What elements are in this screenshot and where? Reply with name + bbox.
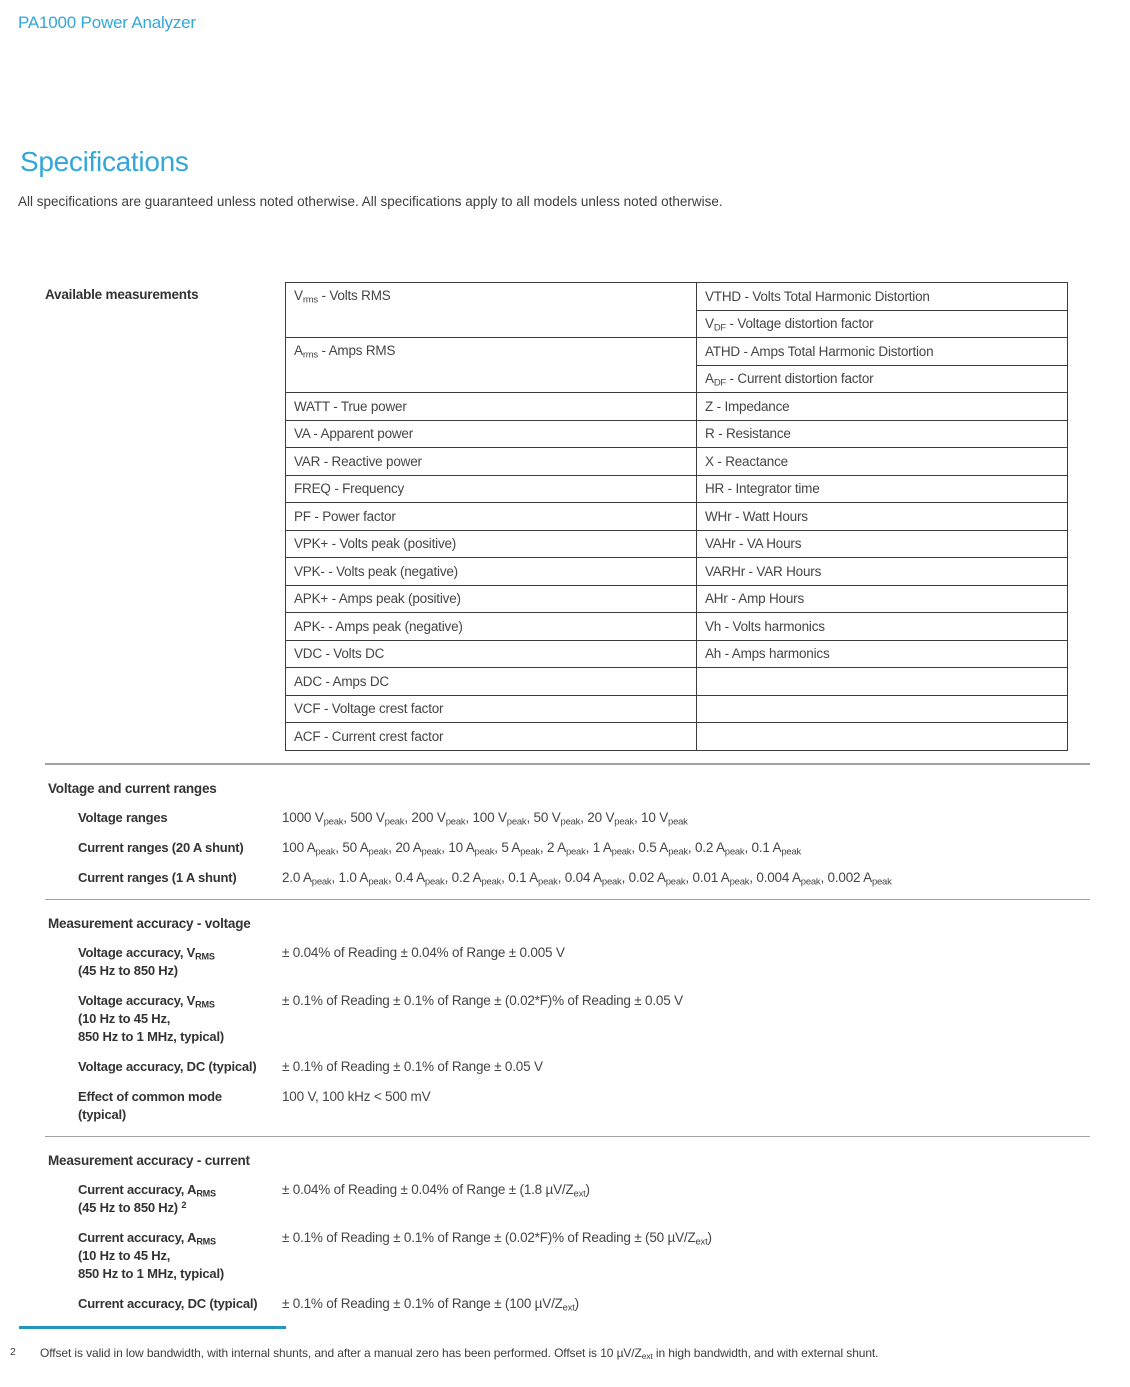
spec-value: ± 0.1% of Reading ± 0.1% of Range ± (100 $\mu V/Z_{ext}$) [282,1295,579,1313]
measurements-table-row [286,393,1068,421]
measurements-table-row [286,283,1068,311]
spec-value: 100 V, 100 kHz < 500 mV [282,1088,431,1104]
spec-label: Current ranges (20 A shunt) [78,839,244,855]
spec-label: Voltage accuracy, $V_{RMS}$ (10 Hz to 45 Hz, 850 Hz to 1 MHz, typical) [78,992,224,1044]
measurement-left-cell: VPK- - Volts peak (negative) [286,558,697,586]
spec-row [45,809,1090,827]
measurement-right-cell: HR - Integrator time [697,475,1068,503]
section-divider [45,1136,1090,1137]
measurement-right-cell: $A_{DF}$ - Current distortion factor [697,365,1068,393]
spec-label: Voltage accuracy, $V_{RMS}$ (45 Hz to 850 Hz) [78,944,215,978]
spec-label: Voltage accuracy, DC (typical) [78,1058,257,1074]
spec-row [45,1088,1090,1124]
spec-value: ± 0.1% of Reading ± 0.1% of Range ± (0.02*F)% of Reading ± (50 $\mu V/Z_{ext}$) [282,1229,712,1247]
available-measurements-label: Available measurements [45,287,199,302]
spec-row [45,1181,1090,1217]
measurement-right-cell: X - Reactance [697,448,1068,476]
measurement-right-cell: R - Resistance [697,420,1068,448]
spec-row [45,944,1090,980]
measurement-right-cell [697,668,1068,696]
measurement-left-cell: VDC - Volts DC [286,640,697,668]
measurements-table-row [286,503,1068,531]
page-title: Specifications [20,146,189,177]
spec-value: ± 0.04% of Reading ± 0.04% of Range ± (1.8 $\mu V/Z_{ext}$) [282,1181,590,1199]
spec-value: 1000 $V_{peak}$, 500 $V_{peak}$, 200 $V_{peak}$, 100 $V_{peak}$, 50 $V_{peak}$, 20 $V_{peak}$, 10 $V_{peak}$ [282,809,688,827]
measurements-table-row [286,475,1068,503]
measurement-right-cell: VAHr - VA Hours [697,530,1068,558]
measurement-right-cell: VTHD - Volts Total Harmonic Distortion [697,283,1068,311]
spec-value: ± 0.1% of Reading ± 0.1% of Range ± (0.02*F)% of Reading ± 0.05 V [282,992,683,1008]
measurement-right-cell: AHr - Amp Hours [697,585,1068,613]
measurement-left-cell: WATT - True power [286,393,697,421]
measurements-table-row [286,530,1068,558]
measurement-left-cell: ACF - Current crest factor [286,723,697,751]
measurement-right-cell: $V_{DF}$ - Voltage distortion factor [697,310,1068,338]
spec-label: Current accuracy, $A_{RMS}$ (45 Hz to 850 Hz) $^2$ [78,1181,216,1215]
section-rows [45,1181,1090,1313]
measurement-left-cell: VCF - Voltage crest factor [286,695,697,723]
measurements-table-row [286,420,1068,448]
section-heading: Voltage and current ranges [48,780,217,796]
measurement-left-cell: VA - Apparent power [286,420,697,448]
measurements-table-row [286,558,1068,586]
spec-row [45,1295,1090,1313]
measurements-table-row [286,338,1068,366]
footnote [10,1326,1110,1362]
measurements-table-row [286,448,1068,476]
footnote-text: Offset is valid in low bandwidth, with internal shunts, and after a manual zero has been performed. Offset is 10 $\mu V/Z_{ext}$ in high bandwidth, and with external shunt. [40,1346,879,1362]
footnote-rule [19,1326,286,1329]
measurements-table-row [286,723,1068,751]
spec-value: ± 0.1% of Reading ± 0.1% of Range ± 0.05 V [282,1058,543,1074]
spec-value: ± 0.04% of Reading ± 0.04% of Range ± 0.005 V [282,944,565,960]
spec-label: Voltage ranges [78,809,168,825]
measurement-left-cell: $V_{rms}$ - Volts RMS [286,283,697,338]
footnote-number: 2 [10,1346,16,1358]
section-measurement-accuracy-voltage [45,916,1090,1124]
measurement-right-cell: Ah - Amps harmonics [697,640,1068,668]
section-divider [45,899,1090,900]
spec-value: 2.0 $A_{peak}$, 1.0 $A_{peak}$, 0.4 $A_{peak}$, 0.2 $A_{peak}$, 0.1 $A_{peak}$, 0.04 $A_{peak}$, 0.02 $A_{peak}$, 0.01 $A_{peak}$, 0.004 $A_{peak}$, 0.002 $A_{peak}$ [282,869,892,887]
measurements-table-body [286,283,1068,751]
measurement-right-cell: Z - Impedance [697,393,1068,421]
measurement-left-cell: $A_{rms}$ - Amps RMS [286,338,697,393]
spec-label: Effect of common mode (typical) [78,1088,222,1122]
measurement-left-cell: APK+ - Amps peak (positive) [286,585,697,613]
spec-row [45,1058,1090,1076]
section-heading: Measurement accuracy - current [48,1152,250,1168]
measurement-left-cell: FREQ - Frequency [286,475,697,503]
spec-label: Current accuracy, DC (typical) [78,1295,258,1311]
intro-text: All specifications are guaranteed unless noted otherwise. All specifications apply to all models unless noted otherwise. [18,194,723,209]
section-divider [45,763,1090,765]
measurements-table [285,282,1068,751]
measurement-left-cell: VPK+ - Volts peak (positive) [286,530,697,558]
available-measurements-row [45,282,1090,751]
measurements-table-row [286,585,1068,613]
measurement-left-cell: APK- - Amps peak (negative) [286,613,697,641]
footnote-line [10,1346,1110,1362]
spec-row [45,839,1090,857]
spec-content [45,282,1090,1313]
measurement-right-cell: VARHr - VAR Hours [697,558,1068,586]
measurement-right-cell: WHr - Watt Hours [697,503,1068,531]
section-heading: Measurement accuracy - voltage [48,915,251,931]
measurements-table-row [286,613,1068,641]
measurement-right-cell: Vh - Volts harmonics [697,613,1068,641]
measurement-right-cell [697,723,1068,751]
measurement-right-cell [697,695,1068,723]
measurements-table-row [286,640,1068,668]
section-measurement-accuracy-current [45,1153,1090,1313]
section-voltage-current-ranges [45,781,1090,887]
measurement-left-cell: PF - Power factor [286,503,697,531]
spec-value: 100 $A_{peak}$, 50 $A_{peak}$, 20 $A_{peak}$, 10 $A_{peak}$, 5 $A_{peak}$, 2 $A_{peak}$, 1 $A_{peak}$, 0.5 $A_{peak}$, 0.2 $A_{peak}$, 0.1 $A_{peak}$ [282,839,802,857]
spec-row [45,869,1090,887]
measurements-table-row [286,695,1068,723]
doc-header-title: PA1000 Power Analyzer [18,13,196,32]
spec-row [45,992,1090,1046]
measurement-right-cell: ATHD - Amps Total Harmonic Distortion [697,338,1068,366]
measurements-table-row [286,668,1068,696]
spec-row [45,1229,1090,1283]
spec-label: Current ranges (1 A shunt) [78,869,237,885]
measurement-left-cell: VAR - Reactive power [286,448,697,476]
measurement-left-cell: ADC - Amps DC [286,668,697,696]
spec-label: Current accuracy, $A_{RMS}$ (10 Hz to 45 Hz, 850 Hz to 1 MHz, typical) [78,1229,224,1281]
section-rows [45,944,1090,1124]
section-rows [45,809,1090,887]
